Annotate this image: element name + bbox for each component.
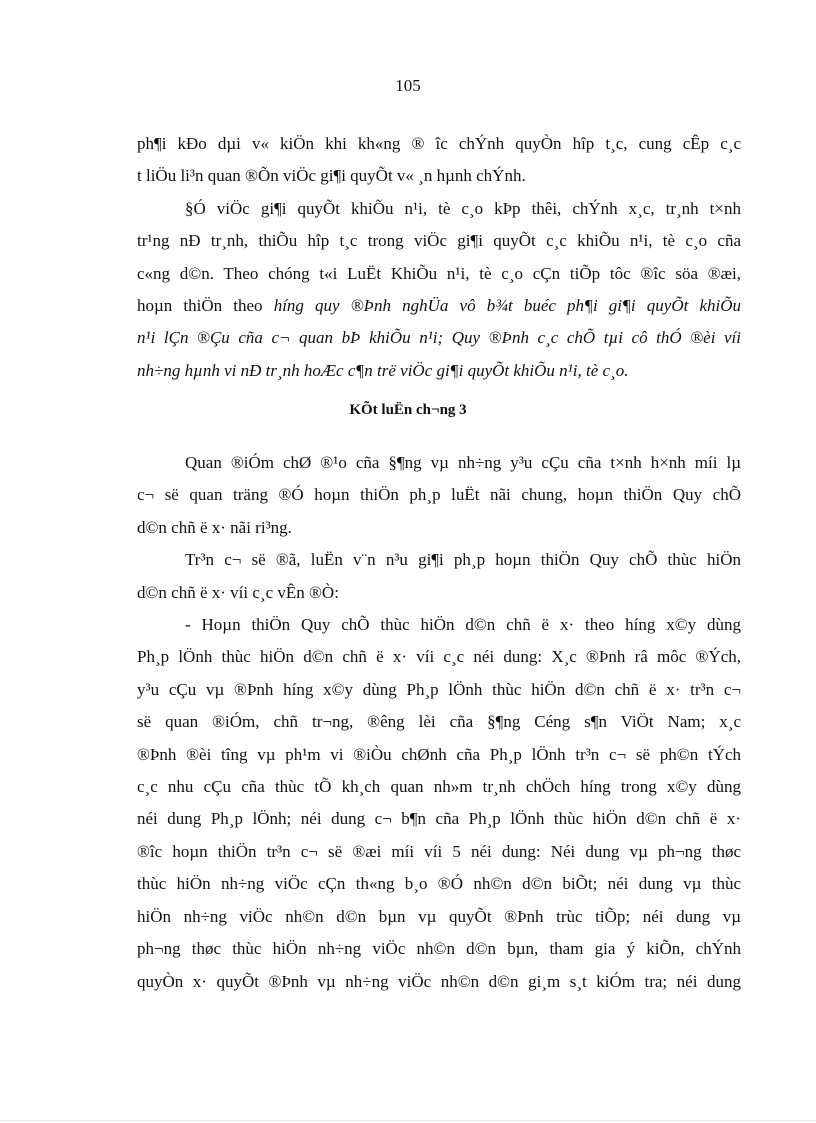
text-line: d©n chñ ë x· víi c¸c vÊn ®Ò: — [137, 582, 339, 602]
section-heading: KÕt luËn ch¬ng 3 — [349, 402, 467, 418]
text-segment: hoµn thiÖn theo — [137, 296, 274, 316]
paragraph-1 — [137, 128, 741, 193]
text-line: Ph¸p lÖnh thùc hiÖn d©n chñ ë x· víi c¸c néi dung: X¸c ®Þnh râ môc ®Ých, — [137, 647, 741, 667]
text-line: d©n chñ ë x· nãi ri³ng. — [137, 517, 292, 537]
text-line-mixed — [137, 290, 741, 322]
text-line: Quan ®iÓm chØ ®¹o cña §¶ng vµ nh÷ng y³u cÇu cña t×nh h×nh míi lµ — [185, 453, 741, 472]
text-line: tr¹ng nĐ tr¸nh, thiÕu hîp t¸c trong viÖc gi¶i quyÕt c¸c khiÕu n¹i, tè c¸o cña — [137, 231, 741, 251]
text-line: hiÖn nh÷ng viÖc nh©n d©n bµn vµ quyÕt ®Þnh trùc tiÕp; néi dung vµ — [137, 906, 741, 926]
text-line: së quan ®iÓm, chñ tr¬ng, ®êng lèi cña §¶ng Céng s¶n ViÖt Nam; x¸c — [137, 712, 741, 732]
text-line: quyÒn x· quyÕt ®Þnh vµ nh÷ng viÖc nh©n d©n gi¸m s¸t kiÓm tra; néi dung — [137, 971, 741, 991]
page-number: 105 — [395, 76, 421, 95]
italic-segment: híng quy ®Þnh nghÜa vô b¾t buéc ph¶i gi¶i quyÕt khiÕu — [273, 296, 741, 316]
paragraph-5 — [137, 609, 741, 998]
italic-line: nh÷ng hµnh vi nĐ tr¸nh hoÆc c¶n trë viÖc gi¶i quyÕt khiÕu n¹i, tè c¸o. — [137, 360, 629, 380]
text-line: - Hoµn thiÖn Quy chÕ thùc hiÖn d©n chñ ë x· theo híng x©y dùng — [185, 615, 741, 635]
text-line: t liÖu li³n quan ®Õn viÖc gi¶i quyÕt v« ¸n hµnh chÝnh. — [137, 166, 526, 186]
paragraph-4 — [137, 544, 741, 609]
text-line: thùc hiÖn nh÷ng viÖc cÇn th«ng b¸o ®Ó nh©n d©n biÕt; néi dung vµ thùc — [137, 874, 741, 894]
text-line: c«ng d©n. Theo chóng t«i LuËt KhiÕu n¹i, tè c¸o cÇn tiÕp tôc ®îc söa ®æi, — [137, 263, 741, 283]
text-line: ®îc hoµn thiÖn tr³n c¬ së ®æi míi víi 5 néi dung: Néi dung vµ ph¬ng thøc — [137, 841, 741, 861]
paragraph-3 — [137, 447, 741, 544]
page-bottom-edge — [0, 1120, 816, 1121]
text-line: ®Þnh ®èi tîng vµ ph¹m vi ®iÒu chØnh cña Ph¸p lÖnh tr³n c¬ së ph©n tÝch — [137, 744, 741, 764]
text-line: §Ó viÖc gi¶i quyÕt khiÕu n¹i, tè c¸o kÞp thêi, chÝnh x¸c, tr¸nh t×nh — [185, 198, 741, 218]
body-text-top — [137, 128, 741, 387]
text-line: ph¶i kĐo dµi v« kiÖn khi kh«ng ® îc chÝnh quyÒn hîp t¸c, cung cÊp c¸c — [137, 134, 741, 153]
text-line: c¸c nhu cÇu cña thùc tÕ kh¸ch quan nh»m tr¸nh chÖch híng trong x©y dùng — [137, 777, 741, 797]
text-line: néi dung Ph¸p lÖnh; néi dung c¬ b¶n cña Ph¸p lÖnh thùc hiÖn d©n chñ ë x· — [137, 809, 741, 829]
text-line: Tr³n c¬ së ®ã, luËn v¨n n³u gi¶i ph¸p hoµn thiÖn Quy chÕ thùc hiÖn — [185, 550, 741, 570]
paragraph-2 — [137, 193, 741, 387]
text-line: ph¬ng thøc thùc hiÖn nh÷ng viÖc nh©n d©n bµn, tham gia ý kiÕn, chÝnh — [137, 939, 741, 959]
body-text-bottom — [137, 447, 741, 998]
text-line: c¬ së quan träng ®Ó hoµn thiÖn ph¸p luËt nãi chung, hoµn thiÖn Quy chÕ — [137, 485, 741, 505]
italic-line: n¹i lÇn ®Çu cña c¬ quan bÞ khiÕu n¹i; Quy ®Þnh c¸c chÕ tµi cô thÓ ®èi víi — [137, 328, 741, 348]
text-line: y³u cÇu vµ ®Þnh híng x©y dùng Ph¸p lÖnh thùc hiÖn d©n chñ ë x· tr³n c¬ — [137, 679, 741, 699]
